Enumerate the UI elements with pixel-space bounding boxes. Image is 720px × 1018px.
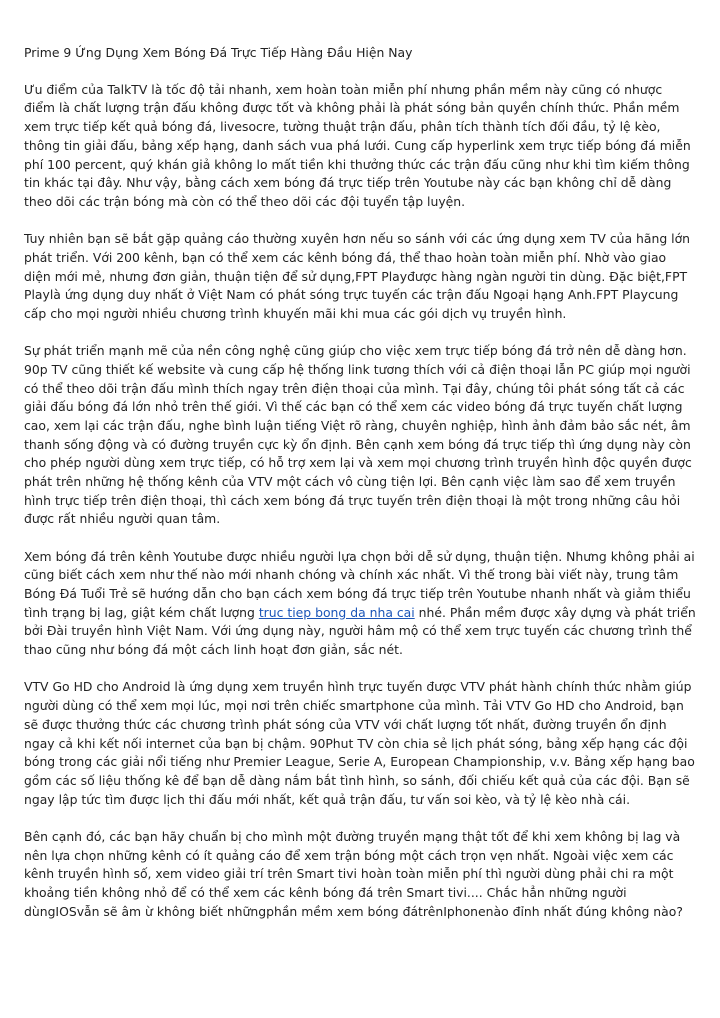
paragraph-youtube-text-after: nhé. Phần mềm được xây dựng và phát triển bởi Đài truyền hình Việt Nam. Với ứng dụng này, người hâm mộ có thể xem trực tuyến các chương trình thể thao cũng như bóng đá một cách linh hoạt đơn giản, sắc nét. bbox=[24, 604, 696, 658]
paragraph-smart-tv: Bên cạnh đó, các bạn hãy chuẩn bị cho mình một đường truyền mạng thật tốt để khi xem không bị lag và nên lựa chọn những kênh có ít quảng cáo để xem trận bóng một cách trọn vẹn nhất. Ngoài việc xem các kênh truyền hình số, xem video giải trí trên Smart tivi hoàn toàn miễn phí thì người dùng phải chi ra một khoảng tiền không nhỏ để có thể xem các kênh bóng đá trên Smart tivi.... Chắc hẳn những người dùngIOSvẫn sẽ âm ừ không biết nhữngphần mềm xem bóng đátrênIphonenào đỉnh nhất đúng không nào? bbox=[24, 828, 683, 919]
paragraph-90p-tv: Sự phát triển mạnh mẽ của nền công nghệ cũng giúp cho việc xem trực tiếp bóng đá trở nên dễ dàng hơn. 90p TV cũng thiết kế website và cung cấp hệ thống link tương thích với cả điện thoại lẫn PC giúp mọi người có thể theo dõi trận đấu mình thích ngay trên điện thoại của mình. Tại đây, chúng tôi phát sóng tất cả các giải đấu bóng đá lớn nhỏ trên thế giới. Vì thế các bạn có thể xem các video bóng đá trực tuyến chất lượng cao, xem lại các trận đấu, nghe bình luận tiếng Việt rõ ràng, chuyên nghiệp, hình ảnh đảm bảo sắc nét, âm thanh sống động và có đường truyền cực kỳ ổn định. Bên cạnh xem bóng đá trực tiếp thì ứng dụng này còn cho phép người dùng xem trực tiếp, có hỗ trợ xem lại và xem mọi chương trình truyền hình độc quyền được phát trên những hệ thống kênh của VTV một cách vô cùng tiện lợi. Bên cạnh việc làm sao để xem truyền hình trực tiếp trên điện thoại, thì cách xem bóng đá trực tuyến trên điện thoại là một trong những câu hỏi được rất nhiều người quan tâm. bbox=[24, 343, 692, 527]
paragraph-youtube bbox=[24, 548, 696, 660]
document-title: Prime 9 Ứng Dụng Xem Bóng Đá Trực Tiếp Hàng Đầu Hiện Nay bbox=[24, 45, 413, 60]
paragraph-fpt-play: Tuy nhiên bạn sẽ bắt gặp quảng cáo thường xuyên hơn nếu so sánh với các ứng dụng xem TV của hãng lớn phát triển. Với 200 kênh, bạn có thể xem các kênh bóng đá, thể thao hoàn toàn miễn phí. Nhờ vào giao diện mới mẻ, nhưng đơn giản, thuận tiện để sử dụng,FPT Playđược hàng ngàn người tin dùng. Đặc biệt,FPT Playlà ứng dụng duy nhất ở Việt Nam có phát sóng trực tuyến các trận đấu Ngoại hạng Anh.FPT Playcung cấp cho mọi người nhiều chương trình khuyến mãi khi mua các gói dịch vụ truyền hình. bbox=[24, 231, 691, 321]
paragraph-youtube-text-before: Xem bóng đá trên kênh Youtube được nhiều người lựa chọn bởi dễ sử dụng, thuận tiện. Nhưng không phải ai cũng biết cách xem như thế nào mới nhanh chóng và chính xác nhất. Vì thế trong bài viết này, trung tâm Bóng Đá Tuổi Trẻ sẽ hướng dẫn cho bạn cách xem bóng đá trực tiếp trên Youtube nhanh nhất và giảm thiểu tình trạng bị lag, giật kém chất lượng bbox=[24, 548, 695, 620]
paragraph-vtv-go: VTV Go HD cho Android là ứng dụng xem truyền hình trực tuyến được VTV phát hành chính thức nhằm giúp người dùng có thể xem mọi lúc, mọi nơi trên chiếc smartphone của mình. Tải VTV Go HD cho Android, bạn sẽ được thưởng thức các chương trình phát sóng của VTV với chất lượng tốt nhất, đường truyền ổn định ngay cả khi kết nối internet của bạn bị chậm. 90Phut TV còn chia sẻ lịch phát sóng, bảng xếp hạng các đội bóng trong các giải nổi tiếng như Premier League, Serie A, European Championship, v.v. Bảng xếp hạng bao gồm các số liệu thống kê để bạn dễ dàng nắm bắt tình hình, so sánh, đối chiếu kết quả của các đội. Bạn sẽ ngay lập tức tìm được lịch thi đấu mới nhất, kết quả trận đấu, tư vấn soi kèo, và tỷ lệ kèo nhà cái. bbox=[24, 679, 695, 807]
paragraph-talktv: Ưu điểm của TalkTV là tốc độ tải nhanh, xem hoàn toàn miễn phí nhưng phần mềm này cũng có nhược điểm là chất lượng trận đấu không được tốt và không phải là phát sóng bản quyền chính thức. Phần mềm xem trực tiếp kết quả bóng đá, livesocre, tường thuật trận đấu, phân tích thành tích đối đầu, tỷ lệ kèo, thông tin giải đấu, bảng xếp hạng, danh sách vua phá lưới. Cung cấp hyperlink xem trực tiếp bóng đá miễn phí 100 percent, quý khán giả không lo mất tiền khi thưởng thức các trận đấu cũng như khi tìm kiếm thông tin khác tại đây. Như vậy, bằng cách xem bóng đá trực tiếp trên Youtube này các bạn không chỉ dễ dàng theo dõi các trận bóng mà còn có thể theo dõi các đội tuyển tập luyện. bbox=[24, 81, 691, 209]
hyperlink-truc-tiep-bong-da[interactable]: truc tiep bong da nha cai bbox=[258, 604, 415, 620]
